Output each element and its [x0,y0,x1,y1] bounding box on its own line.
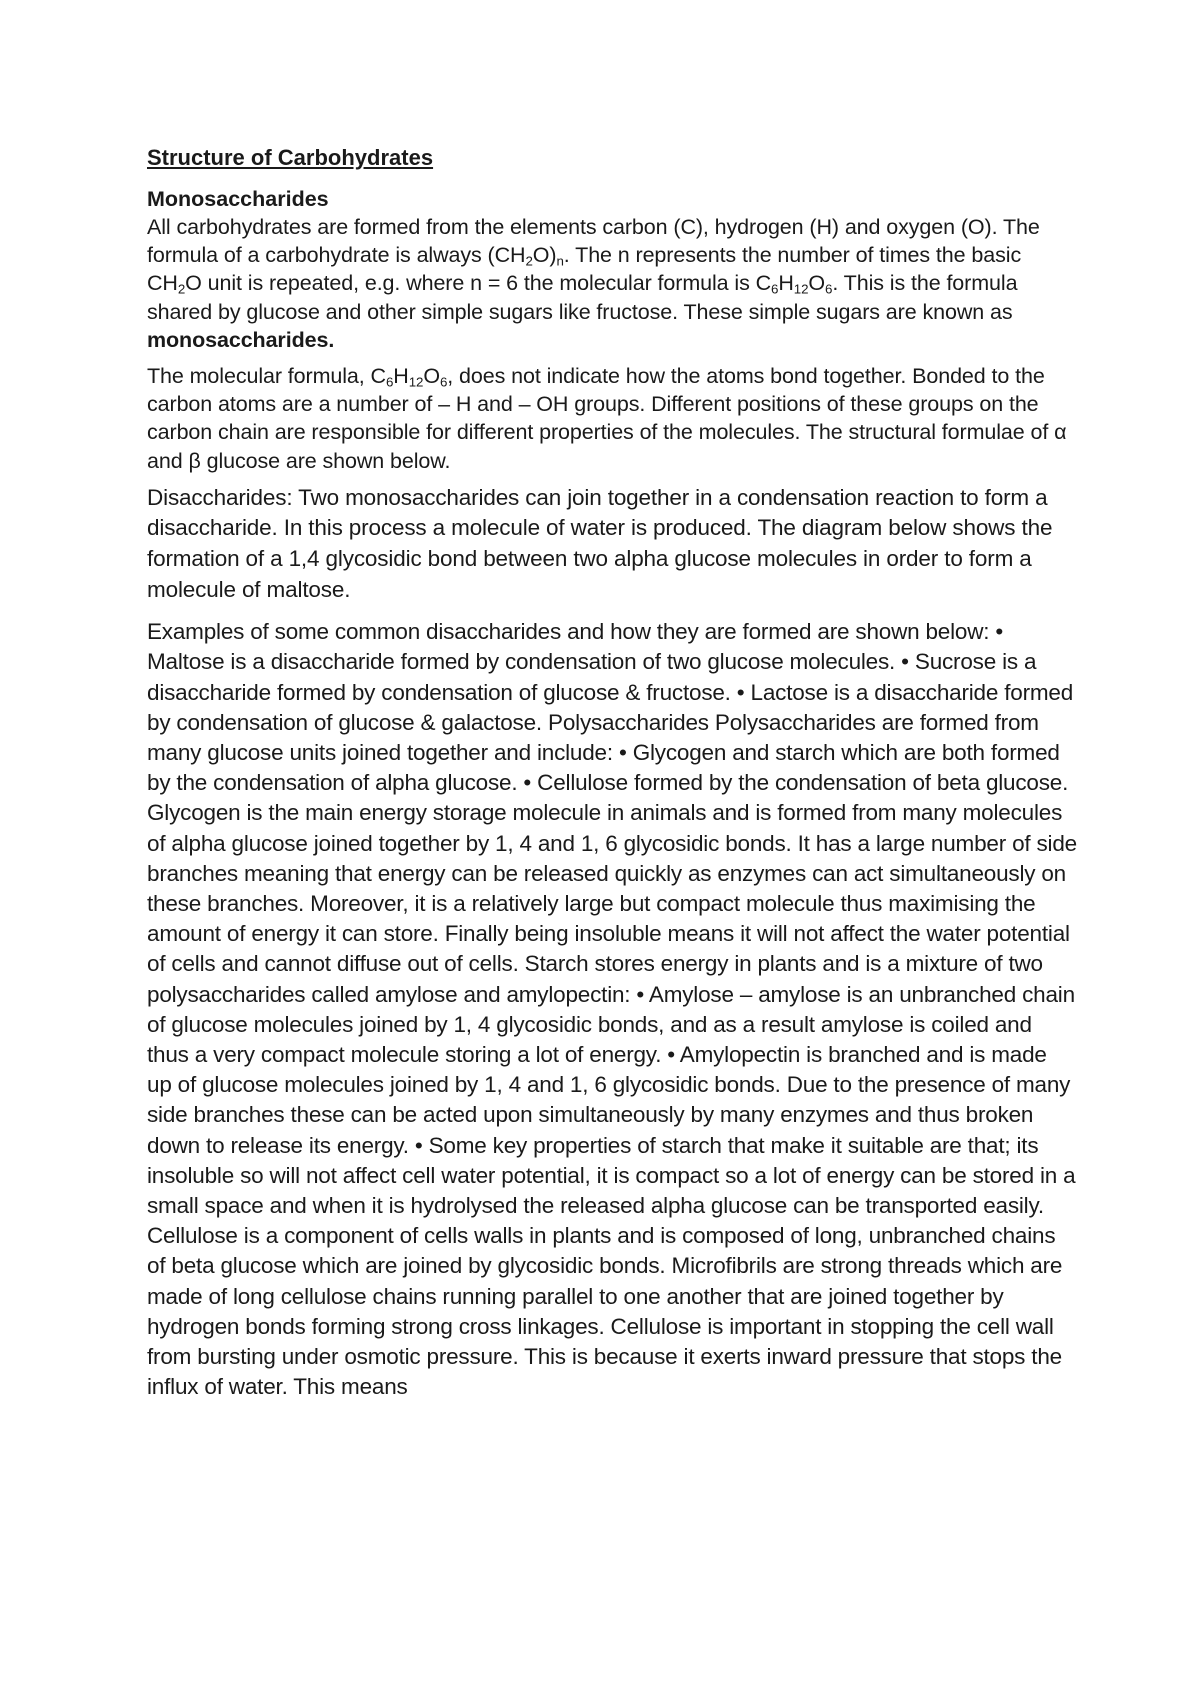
document-page [147,144,1077,1402]
paragraph-examples: Examples of some common disaccharides and how they are formed are shown below: • Maltose is a disaccharide formed by condensation of two glucose molecules. • Sucrose is a disaccharide formed by condensation of glucose & fructose. • Lactose is a disaccharide formed by condensation of glucose & galactose. Polysaccharides Polysaccharides are formed from many glucose units joined together and include: • Glycogen and starch which are both formed by the condensation of alpha glucose. • Cellulose formed by the condensation of beta glucose. Glycogen is the main energy storage molecule in animals and is formed from many molecules of alpha glucose joined together by 1, 4 and 1, 6 glycosidic bonds. It has a large number of side branches meaning that energy can be released quickly as enzymes can act simultaneously on these branches. Moreover, it is a relatively large but compact molecule thus maximising the amount of energy it can store. Finally being insoluble means it will not affect the water potential of cells and cannot diffuse out of cells. Starch stores energy in plants and is a mixture of two polysaccharides called amylose and amylopectin: • Amylose – amylose is an unbranched chain of glucose molecules joined by 1, 4 glycosidic bonds, and as a result amylose is coiled and thus a very compact molecule storing a lot of energy. • Amylopectin is branched and is made up of glucose molecules joined by 1, 4 and 1, 6 glycosidic bonds. Due to the presence of many side branches these can be acted upon simultaneously by many enzymes and thus broken down to release its energy. • Some key properties of starch that make it suitable are that; its insoluble so will not affect cell water potential, it is compact so a lot of energy can be stored in a small space and when it is hydrolysed the released alpha glucose can be transported easily. Cellulose is a component of cells walls in plants and is composed of long, unbranched chains of beta glucose which are joined by glycosidic bonds. Microfibrils are strong threads which are made of long cellulose chains running parallel to one another that are joined together by hydrogen bonds forming strong cross linkages. Cellulose is important in stopping the cell wall from bursting under osmotic pressure. This is because it exerts inward pressure that stops the influx of water. This means [147,619,1077,1400]
page-title: Structure of Carbohydrates [147,145,434,170]
paragraph-molecular-formula: The molecular formula, $C_6H_{12}O_6$, does not indicate how the atoms bond together. Bonded to the carbon atoms are a number of – H and – OH groups. Different positions of these groups on the carbon chain are responsible for different properties of the molecules. The structural formulae of α and β glucose are shown below. [147,364,1067,473]
paragraph-disaccharides: Disaccharides: Two monosaccharides can join together in a condensation reaction to form a disaccharide. In this process a molecule of water is produced. The diagram below shows the formation of a 1,4 glycosidic bond between two alpha glucose molecules in order to form a molecule of maltose. [147,484,1053,602]
paragraph-monosaccharides-intro: All carbohydrates are formed from the elements carbon (C), hydrogen (H) and oxygen (O). The formula of a carbohydrate is always $(CH_2O)_n$. The n represents the number of times the basic $CH_2O$ unit is repeated, e.g. where n = 6 the molecular formula is $C_6H_{12}O_6$. This is the formula shared by glucose and other simple sugars like fructose. These simple sugars are known as monosaccharides. [147,215,1040,352]
term-monosaccharides: monosaccharides. [147,327,335,352]
section-heading-monosaccharides: Monosaccharides [147,187,329,211]
